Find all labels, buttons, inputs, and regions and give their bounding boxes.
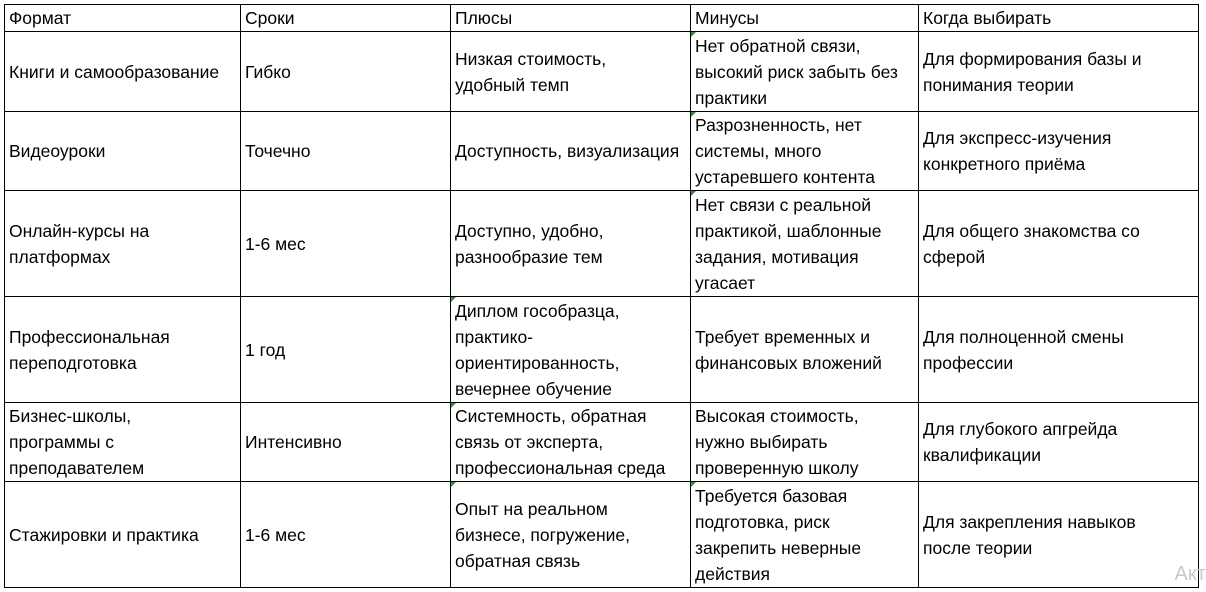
cell-cons[interactable] bbox=[691, 482, 919, 588]
cell-format[interactable] bbox=[5, 297, 241, 403]
cell-text: 1-6 мес bbox=[245, 524, 306, 545]
cell-duration[interactable] bbox=[241, 191, 451, 297]
cell-cons[interactable] bbox=[691, 112, 919, 191]
comment-marker-icon bbox=[451, 482, 456, 487]
cell-duration[interactable] bbox=[241, 482, 451, 588]
cell-format[interactable] bbox=[5, 482, 241, 588]
cell-text: Книги и самообразование bbox=[9, 61, 220, 82]
cell-text: Диплом гособразца, практико- ориентированность, вечернее обучение bbox=[455, 300, 620, 399]
cell-format[interactable] bbox=[5, 191, 241, 297]
comment-marker-icon bbox=[691, 191, 696, 196]
cell-cons[interactable] bbox=[691, 191, 919, 297]
cell-text: Требуется базовая подготовка, риск закрепить неверные действия bbox=[695, 485, 862, 584]
cell-text: Нет обратной связи, высокий риск забыть без практики bbox=[695, 35, 898, 108]
header-format: Формат bbox=[5, 5, 241, 32]
cell-text: Системность, обратная связь от эксперта, профессиональная среда bbox=[455, 406, 666, 478]
cell-when-to-choose[interactable] bbox=[919, 403, 1199, 482]
cell-text: Для общего знакомства со сферой bbox=[923, 220, 1140, 267]
table-row bbox=[5, 32, 1199, 112]
header-row bbox=[5, 5, 1199, 32]
cell-when-to-choose[interactable] bbox=[919, 32, 1199, 112]
comment-marker-icon bbox=[691, 482, 696, 487]
cell-cons[interactable] bbox=[691, 32, 919, 112]
cell-text: Точечно bbox=[245, 141, 311, 161]
cell-text: Разрозненность, нет системы, много устаревшего контента bbox=[695, 115, 875, 187]
cell-text: Для экспресс-изучения конкретного приёма bbox=[923, 128, 1112, 174]
cell-cons[interactable] bbox=[691, 403, 919, 482]
cell-text: 1-6 мес bbox=[245, 233, 306, 254]
comment-marker-icon bbox=[451, 403, 456, 408]
cell-duration[interactable] bbox=[241, 297, 451, 403]
cell-when-to-choose[interactable] bbox=[919, 297, 1199, 403]
cell-text: 1 год bbox=[245, 339, 286, 360]
cell-text: Профессиональная переподготовка bbox=[9, 326, 170, 373]
cell-text: Интенсивно bbox=[245, 432, 342, 452]
header-cons: Минусы bbox=[691, 5, 919, 32]
table-row bbox=[5, 297, 1199, 403]
cell-pros[interactable] bbox=[451, 482, 691, 588]
cell-text: Гибко bbox=[245, 61, 291, 82]
cell-pros[interactable] bbox=[451, 403, 691, 482]
cell-cons[interactable] bbox=[691, 297, 919, 403]
cell-text: Для формирования базы и понимания теории bbox=[923, 48, 1142, 95]
cell-text: Нет связи с реальной практикой, шаблонные задания, мотивация угасает bbox=[695, 194, 882, 293]
cell-text: Доступность, визуализация bbox=[455, 141, 680, 161]
table-row bbox=[5, 482, 1199, 588]
table-body bbox=[5, 32, 1199, 588]
cell-text: Требует временных и финансовых вложений bbox=[695, 326, 882, 373]
cell-text: Бизнес-школы, программы с преподавателем bbox=[9, 406, 145, 478]
cell-text: Низкая стоимость, удобный темп bbox=[455, 48, 607, 95]
cell-pros[interactable] bbox=[451, 191, 691, 297]
header-when-to-choose: Когда выбирать bbox=[919, 5, 1199, 32]
watermark: Акт bbox=[1174, 563, 1206, 585]
cell-when-to-choose[interactable] bbox=[919, 482, 1199, 588]
cell-format[interactable] bbox=[5, 112, 241, 191]
header-duration: Сроки bbox=[241, 5, 451, 32]
cell-text: Доступно, удобно, разнообразие тем bbox=[455, 220, 604, 267]
cell-format[interactable] bbox=[5, 32, 241, 112]
table-row bbox=[5, 403, 1199, 482]
cell-format[interactable] bbox=[5, 403, 241, 482]
comment-marker-icon bbox=[451, 297, 456, 302]
table-row bbox=[5, 112, 1199, 191]
header-pros: Плюсы bbox=[451, 5, 691, 32]
cell-when-to-choose[interactable] bbox=[919, 112, 1199, 191]
cell-text: Для полноценной смены профессии bbox=[923, 326, 1124, 373]
cell-text: Видеоуроки bbox=[9, 141, 106, 161]
comparison-table bbox=[4, 4, 1199, 588]
comment-marker-icon bbox=[691, 32, 696, 37]
cell-pros[interactable] bbox=[451, 112, 691, 191]
cell-text: Высокая стоимость, нужно выбирать проверенную школу bbox=[695, 406, 859, 478]
table-row bbox=[5, 191, 1199, 297]
cell-duration[interactable] bbox=[241, 32, 451, 112]
cell-text: Опыт на реальном бизнесе, погружение, обратная связь bbox=[455, 498, 630, 571]
cell-text: Для закрепления навыков после теории bbox=[923, 511, 1136, 558]
cell-pros[interactable] bbox=[451, 32, 691, 112]
cell-duration[interactable] bbox=[241, 112, 451, 191]
cell-pros[interactable] bbox=[451, 297, 691, 403]
cell-text: Онлайн-курсы на платформах bbox=[9, 220, 150, 267]
cell-text: Стажировки и практика bbox=[9, 524, 199, 545]
cell-text: Для глубокого апгрейда квалификации bbox=[923, 419, 1118, 465]
table-header bbox=[5, 5, 1199, 32]
cell-when-to-choose[interactable] bbox=[919, 191, 1199, 297]
cell-duration[interactable] bbox=[241, 403, 451, 482]
comment-marker-icon bbox=[691, 112, 696, 117]
